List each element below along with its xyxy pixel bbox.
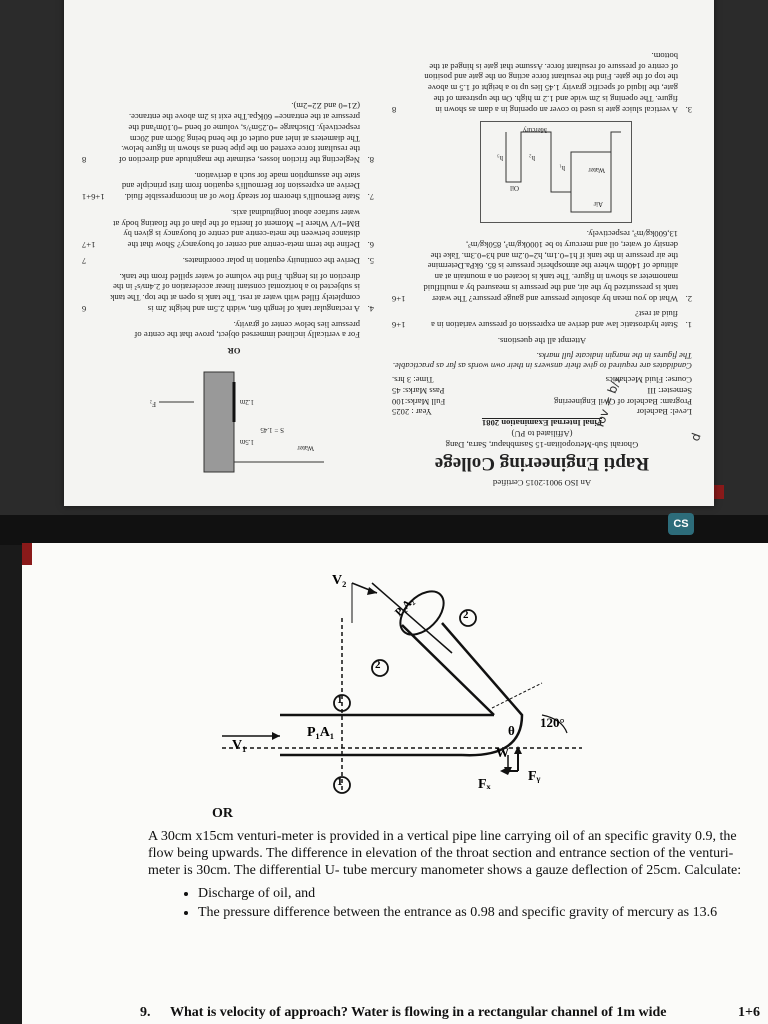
camscanner-badge: CS	[668, 513, 694, 535]
question-3	[392, 50, 692, 114]
question-text: A rectangular tank of length 6m, width 2.5m and height 2m is completely filled with water at rest. The tank is open at the top. The tank is subjected to a horizontal constant linear acceleration of 2.4m/s² in the direction of its length. Find the volume of water spilled from the tank.	[110, 271, 360, 314]
question-9	[140, 1005, 760, 1021]
attempt-line: Attempt all the questions.	[497, 335, 587, 346]
section-1-label: 1	[337, 694, 343, 706]
manometer-drawing	[481, 122, 631, 222]
question-text: For a vertically inclined immersed object, prove that the centre of pressure lies below center of gravity.	[134, 319, 360, 341]
theta-label: θ	[508, 723, 515, 738]
or-heading: OR	[212, 806, 233, 821]
question-marks	[82, 345, 108, 356]
question-text: A vertical sluice gate is used to cover an opening in a dam as shown in figure. The opening is 2m wide and 1.2 m high. On the upstream of the gate, the liquid of specific gravity 1.45 lies up to a height of 1.5 m above the top of the gate. Find the resultant force acting on the gate and position of centre of pressure of resultant force. Assume that gate is hinged at the bottom.	[424, 50, 678, 115]
pass-marks: Pass Marks: 45	[392, 385, 445, 396]
mercury-label: Mercury	[522, 125, 547, 134]
semester: Semester: III	[647, 385, 692, 396]
question-number	[360, 345, 374, 356]
question-number: 4.	[367, 303, 374, 314]
question-number: 8.	[367, 154, 374, 165]
question-text: Neglecting the friction losses, estimate the magnitude and direction of the resultant force exerted on the pipe bend as shown in figure below. The diameters at inlet and outlet of the bend being 30cm and 20cm respectively. Discharge =0.25m³/s, volume of bend =0.10m³and the pressure at the entrance= 60Kpa.The exit is 2m above the entrance. (Z1=0 and Z2=2m).	[118, 101, 360, 165]
question-2	[392, 229, 692, 304]
h1-label: h₁	[559, 163, 565, 172]
fy-label: Fᵧ	[528, 769, 541, 784]
question-marks	[82, 319, 108, 340]
program: Program: Bachelor of Civil Engineering	[554, 396, 692, 407]
question-5	[82, 255, 374, 266]
height-1-5-label: 1.5m	[239, 438, 254, 446]
h3-label: h₃	[497, 153, 503, 162]
question-text: What do you mean by absolute pressure and gauge pressure? The water tank is pressurized by the air, and the pressure is measured by a multifluid manometer as shown in figure. The tank is located on a mountain at an altitude of 1400m where the atmospheric pressure is 85. 6kPa.Determine the air pressure in the tank if h1=0.1m, h2=0.2m and h3=0.3m. Take the density of water, oil and mercury to be 1000kg/m³, 850kg/m³, 13,600kg/m³, respectively.	[423, 229, 678, 304]
question-body	[148, 805, 758, 923]
question-number	[360, 319, 374, 340]
specific-gravity-label: S = 1.45	[260, 426, 284, 434]
question-text: State hydrostatic law and derive an expression of pressure variation in a fluid at rest?	[431, 309, 678, 331]
meta-row-2	[392, 396, 692, 407]
water-label: Water	[588, 165, 605, 174]
handwritten-note: Iov = b/₂	[592, 375, 624, 429]
question-text: Define the term meta-centre and center of buoyancy? Show that the distance between the meta-centre and centre of buoyancy is given by BM=I/V Where I= Moment of Inertia of the plan of the floating body at water surface about longitudinal axis.	[113, 207, 360, 251]
list-item: • The pressure difference between the entrance as 0.98 and specific gravity of mercury as 13.6	[198, 904, 758, 921]
meta-row-1	[392, 407, 692, 418]
p2a2-label: P₂A₂	[392, 595, 417, 619]
course: Course: Fluid Mechanics	[605, 375, 692, 386]
question-marks: 1+6	[392, 293, 406, 304]
weight-label: W	[496, 745, 509, 760]
time: Time: 3 hrs.	[392, 375, 434, 386]
iso-line: An ISO 9001:2015 Certified	[492, 478, 592, 488]
pipe-bend-drawing	[22, 543, 768, 803]
sluice-gate-drawing	[144, 362, 344, 482]
oil-label: Oil	[510, 183, 519, 192]
h2-label: h₂	[529, 153, 535, 162]
question-marks: 1+7	[82, 240, 96, 251]
dark-gap	[0, 515, 768, 545]
manometer-figure	[480, 121, 632, 223]
fx-label: Fₓ	[478, 777, 491, 792]
calculation-list	[148, 885, 758, 921]
v2-label: V₂	[332, 573, 347, 588]
water-label: Water	[297, 444, 314, 452]
question-3-alt	[82, 319, 374, 340]
question-text: Derive the continuity equation in polar coordinates.	[182, 255, 360, 266]
p1a1-label: P₁A₁	[307, 725, 335, 740]
list-item: • Discharge of oil, and	[198, 885, 758, 902]
section-2-label: 2	[463, 609, 469, 621]
college-title: Rapti Engineering College	[434, 453, 650, 475]
question-3-or	[82, 345, 374, 356]
upside-down-exam-page	[64, 0, 714, 506]
meta-row-4	[392, 374, 692, 385]
venturi-paragraph: A 30cm x15cm venturi-meter is provided in a vertical pipe line carrying oil of an specific gravity 0.9, the flow being upwards. The difference in elevation of the throat section and entrance section of the venturi-meter is 30cm. The differential U- tube mercury manometer shows a gauze deflection of 25cm. Calculate:	[148, 829, 742, 878]
handwritten-note-2: d	[687, 431, 704, 443]
height-1-2-label: 1.2m	[239, 398, 254, 406]
exam-left-column	[392, 50, 692, 488]
v1-label: V₁	[232, 738, 247, 753]
question-marks: 8	[392, 104, 397, 115]
question-number: 5.	[367, 255, 374, 266]
section-2-label-b: 2	[375, 659, 381, 671]
question-text: State Bernoulli's theorem for steady flow of an incompressible fluid. Derive an expression for Bernoulli's equation from first principle and state the assumption made for such a derivation.	[121, 170, 360, 203]
question-1	[392, 309, 692, 330]
section-1-label-b: 1	[337, 776, 343, 788]
affiliation-line-2: (Affiliated to PU)	[511, 428, 573, 439]
affiliation-line: Ghorahi Sub-Metropolitan-15 Sasmbhapur, Sarra, Dang	[445, 439, 639, 450]
level: Level: Bachelor	[636, 407, 692, 418]
question-4	[82, 271, 374, 314]
question-6	[82, 207, 374, 250]
sluice-gate-figure	[144, 362, 344, 482]
question-number: 6.	[367, 240, 374, 251]
question-marks: 6	[82, 303, 87, 314]
question-marks: 1+6	[738, 1005, 760, 1020]
angle-label: 120°	[540, 715, 565, 730]
question-number: 7.	[367, 192, 374, 203]
exam-page-lower	[22, 543, 768, 1024]
instructions: Candidates are required to give their answers in their own words as far as practicable. The figures in the margin indicate full marks.	[392, 350, 692, 372]
question-8	[82, 101, 374, 165]
question-marks: 1+6	[392, 320, 406, 331]
full-marks: Full Marks:100	[392, 396, 446, 407]
question-text: What is velocity of approach? Water is flowing in a rectangular channel of 1m wide	[170, 1005, 667, 1020]
exam-title: Final Internal Examination 2081	[481, 418, 603, 429]
pipe-bend-figure	[22, 543, 768, 803]
year: Year : 2025	[392, 407, 432, 418]
question-number: 9.	[140, 1005, 151, 1020]
question-number: 1.	[685, 320, 692, 331]
question-marks: 1+6+1	[82, 192, 105, 203]
question-marks: 7	[82, 255, 87, 266]
exam-right-column	[82, 101, 374, 488]
air-label: Air	[593, 199, 603, 208]
question-number: 3.	[685, 104, 692, 115]
question-marks: 8	[82, 154, 87, 165]
question-number: 2.	[685, 293, 692, 304]
question-7	[82, 170, 374, 202]
force-label: F₂	[149, 400, 156, 408]
meta-row-3	[392, 385, 692, 396]
exam-page-content	[64, 0, 714, 506]
or-label: OR	[227, 346, 241, 356]
